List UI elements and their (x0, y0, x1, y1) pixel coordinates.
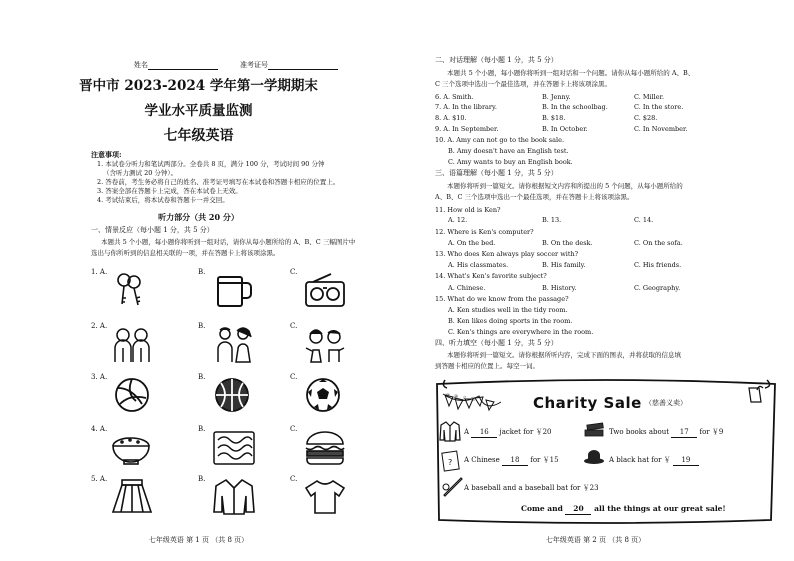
q9-b: B. In October. (542, 125, 588, 133)
part3-desc-1: 本题你将听到一篇短文。请你根据短文内容和所提出的 5 个问题，从每小题所给的 (447, 182, 683, 190)
poster-row-1-left (464, 428, 552, 438)
subject-title: 七年级英语 (163, 128, 234, 144)
poster-row-1-right (609, 428, 723, 438)
q9-c: C. In November. (634, 125, 688, 133)
notice-1: 1. 本试卷分听力和笔试两部分。全卷共 8 页，满分 100 分，考试时间 90 分钟 (97, 160, 325, 168)
q7-b: B. In the schoolbag. (542, 103, 608, 111)
q8-b: B. $18. (542, 114, 566, 122)
item-2-label: 2. A. (91, 322, 108, 330)
listening-section-title: 听力部分（共 20 分） (158, 212, 239, 222)
poster-row-3: A baseball and a baseball bat for ￥23 (464, 484, 599, 492)
volleyball-icon (112, 376, 156, 414)
part2-desc-2: C 三个选项中选出一个最佳选项，并在答题卡上将该项涂黑。 (435, 80, 612, 88)
q15-a: A. Ken studies well in the tidy room. (448, 306, 568, 314)
rice-bowl-icon (110, 428, 154, 466)
blank-16: 16 (471, 428, 497, 438)
row1-c-text: Two books about (609, 428, 670, 436)
row1-d-text: for ￥9 (699, 428, 724, 436)
blank-18: 18 (502, 456, 528, 466)
notice-3: 3. 答案全部在答题卡上完成，答在本试卷上无效。 (97, 187, 242, 195)
t-shirt-icon (303, 478, 347, 516)
blank-17: 17 (671, 428, 697, 438)
charity-sale-poster (431, 376, 781, 528)
soccer-ball-icon (303, 376, 347, 414)
item-4-c-label: C. (290, 425, 298, 433)
hamburger-icon (303, 428, 347, 466)
q12-c: C. On the sofa. (634, 239, 683, 247)
exam-title: 晋中市 2023-2024 学年第一学期期末 (79, 78, 318, 94)
part2-desc-1: 本题共 5 个小题，每小题你将听到一组对话和一个问题。请你从每小题所给的 A、B、 (447, 69, 695, 77)
q10-a: 10. A. Amy can not go to the book sale. (435, 136, 565, 144)
keys-icon (110, 270, 154, 308)
part1-title: 一、情景反应（每小题 1 分，共 5 分） (91, 226, 214, 234)
q15-question: 15. What do we know from the passage? (435, 295, 569, 303)
basketball-icon (212, 376, 256, 414)
grandparents-icon (110, 326, 154, 364)
q14-question: 14. What's Ken's favorite subject? (435, 272, 547, 280)
coat-icon (212, 478, 256, 516)
q13-b: B. His family. (542, 261, 586, 269)
part4-desc-1: 本题你将听到一篇短文。请你根据所听内容，完成下面的图表，并将获取的信息填 (447, 351, 681, 359)
q14-b: B. History. (542, 284, 577, 292)
notice-4: 4. 考试结束后，将本试卷和答题卡一并交回。 (97, 196, 229, 204)
row2-a-text: A Chinese (464, 456, 500, 464)
part1-desc-2: 选出与你所听到的信息相关联的一项，并在答题卡上将该项涂黑。 (91, 249, 280, 257)
part4-desc-2: 到答题卡相应的位置上。每空一词。 (435, 362, 539, 370)
q15-b: B. Ken likes doing sports in the room. (448, 317, 573, 325)
part3-title: 三、语篇理解（每小题 1 分，共 5 分） (435, 169, 558, 177)
q6-a: 6. A. Smith. (435, 93, 474, 101)
row4-a-text: Come and (521, 504, 563, 513)
item-2-b-label: B. (198, 322, 206, 330)
part1-desc-1: 本题共 5 个小题，每小题你将听到一组对话，请你从每小题所给的 A、B、C 三幅图片中 (101, 238, 356, 246)
item-1-b-label: B. (198, 268, 206, 276)
bunting-text: 慈善义卖 (444, 393, 480, 404)
hat-icon (583, 448, 605, 466)
item-1-c-label: C. (290, 268, 298, 276)
svg-text:?: ? (448, 458, 453, 467)
item-5-b-label: B. (198, 475, 206, 483)
row4-b-text: all the things at our great sale! (594, 504, 726, 513)
q6-b: B. Jenny. (542, 93, 571, 101)
q11-question: 11. How old is Ken? (435, 206, 501, 214)
part4-title: 四、听力填空（每小题 1 分，共 5 分） (435, 339, 558, 347)
poster-row-2-left (464, 456, 559, 466)
item-3-label: 3. A. (91, 373, 108, 381)
page-footer-1: 七年级英语 第 1 页 （共 8 页） (148, 536, 249, 544)
q11-c: C. 14. (634, 216, 654, 224)
skirt-icon (110, 478, 154, 516)
page-footer-2: 七年级英语 第 2 页 （共 8 页） (545, 536, 646, 544)
blank-19: 19 (673, 456, 699, 466)
exam-subtitle: 学业水平质量监测 (144, 103, 253, 119)
row2-b-text: for ￥15 (530, 456, 559, 464)
item-3-c-label: C. (290, 373, 298, 381)
q8-a: 8. A. $10. (435, 114, 467, 122)
q12-a: A. On the bed. (448, 239, 496, 247)
q7-c: C. In the store. (634, 103, 684, 111)
mug-icon (212, 272, 256, 310)
item-3-b-label: B. (198, 373, 206, 381)
item-1-label: 1. A. (91, 268, 108, 276)
name-line (148, 61, 218, 70)
q10-b: B. Amy doesn't have an English test. (448, 147, 569, 155)
row1-b-text: jacket for ￥20 (499, 428, 552, 436)
noodles-icon (212, 428, 256, 466)
row2-c-text: A black hat for ￥ (609, 456, 671, 464)
q13-a: A. His classmates. (448, 261, 509, 269)
q13-c: C. His friends. (634, 261, 682, 269)
parents-icon (212, 326, 256, 364)
blank-20: 20 (565, 504, 591, 515)
name-label: 姓名 (134, 61, 148, 69)
q9-a: 9. A. In September. (435, 125, 499, 133)
item-4-label: 4. A. (91, 425, 108, 433)
q12-b: B. On the desk. (542, 239, 593, 247)
jacket-icon (439, 420, 461, 442)
books-icon (583, 420, 605, 438)
q12-question: 12. Where is Ken's computer? (435, 228, 534, 236)
q7-a: 7. A. In the library. (435, 103, 497, 111)
notice-1b: （含听力测试 20 分钟）。 (103, 169, 178, 177)
item-4-b-label: B. (198, 425, 206, 433)
exam-no-label: 准考证号 (240, 61, 268, 69)
page-2 (397, 0, 794, 561)
poster-row-4 (521, 504, 726, 515)
poster-title: Charity Sale (533, 394, 642, 412)
q6-c: C. Miller. (634, 93, 665, 101)
q15-c: C. Ken's things are everywhere in the room. (448, 328, 594, 336)
exam-no-line (268, 61, 338, 70)
q8-c: C. $28. (634, 114, 658, 122)
radio-icon (303, 272, 347, 310)
children-icon (303, 326, 347, 364)
q14-a: A. Chinese. (448, 284, 486, 292)
q11-b: B. 13. (542, 216, 562, 224)
q10-c: C. Amy wants to buy an English book. (448, 158, 573, 166)
q11-a: A. 12. (448, 216, 468, 224)
notice-title: 注意事项: (91, 150, 122, 159)
q14-c: C. Geography. (634, 284, 681, 292)
item-2-c-label: C. (290, 322, 298, 330)
poster-row-2-right (609, 456, 699, 466)
row1-a-text: A (464, 428, 470, 436)
item-5-label: 5. A. (91, 475, 108, 483)
exam-no-field (240, 61, 338, 70)
name-field (134, 61, 218, 70)
notice-2: 2. 答卷前，考生务必将自己的姓名、准考证号填写在本试卷和答题卡相应的位置上。 (97, 178, 340, 186)
baseball-bat-icon (441, 476, 463, 498)
poster-subtitle: （慈善义卖） (645, 399, 687, 407)
q13-question: 13. Who does Ken always play soccer with? (435, 250, 579, 258)
part3-desc-2: A、B、C 三个选项中选出一个最佳选项，并在答题卡上将该项涂黑。 (435, 193, 634, 201)
item-5-c-label: C. (290, 475, 298, 483)
part2-title: 二、对话理解（每小题 1 分，共 5 分） (435, 56, 558, 64)
chinese-item-icon (441, 449, 461, 473)
